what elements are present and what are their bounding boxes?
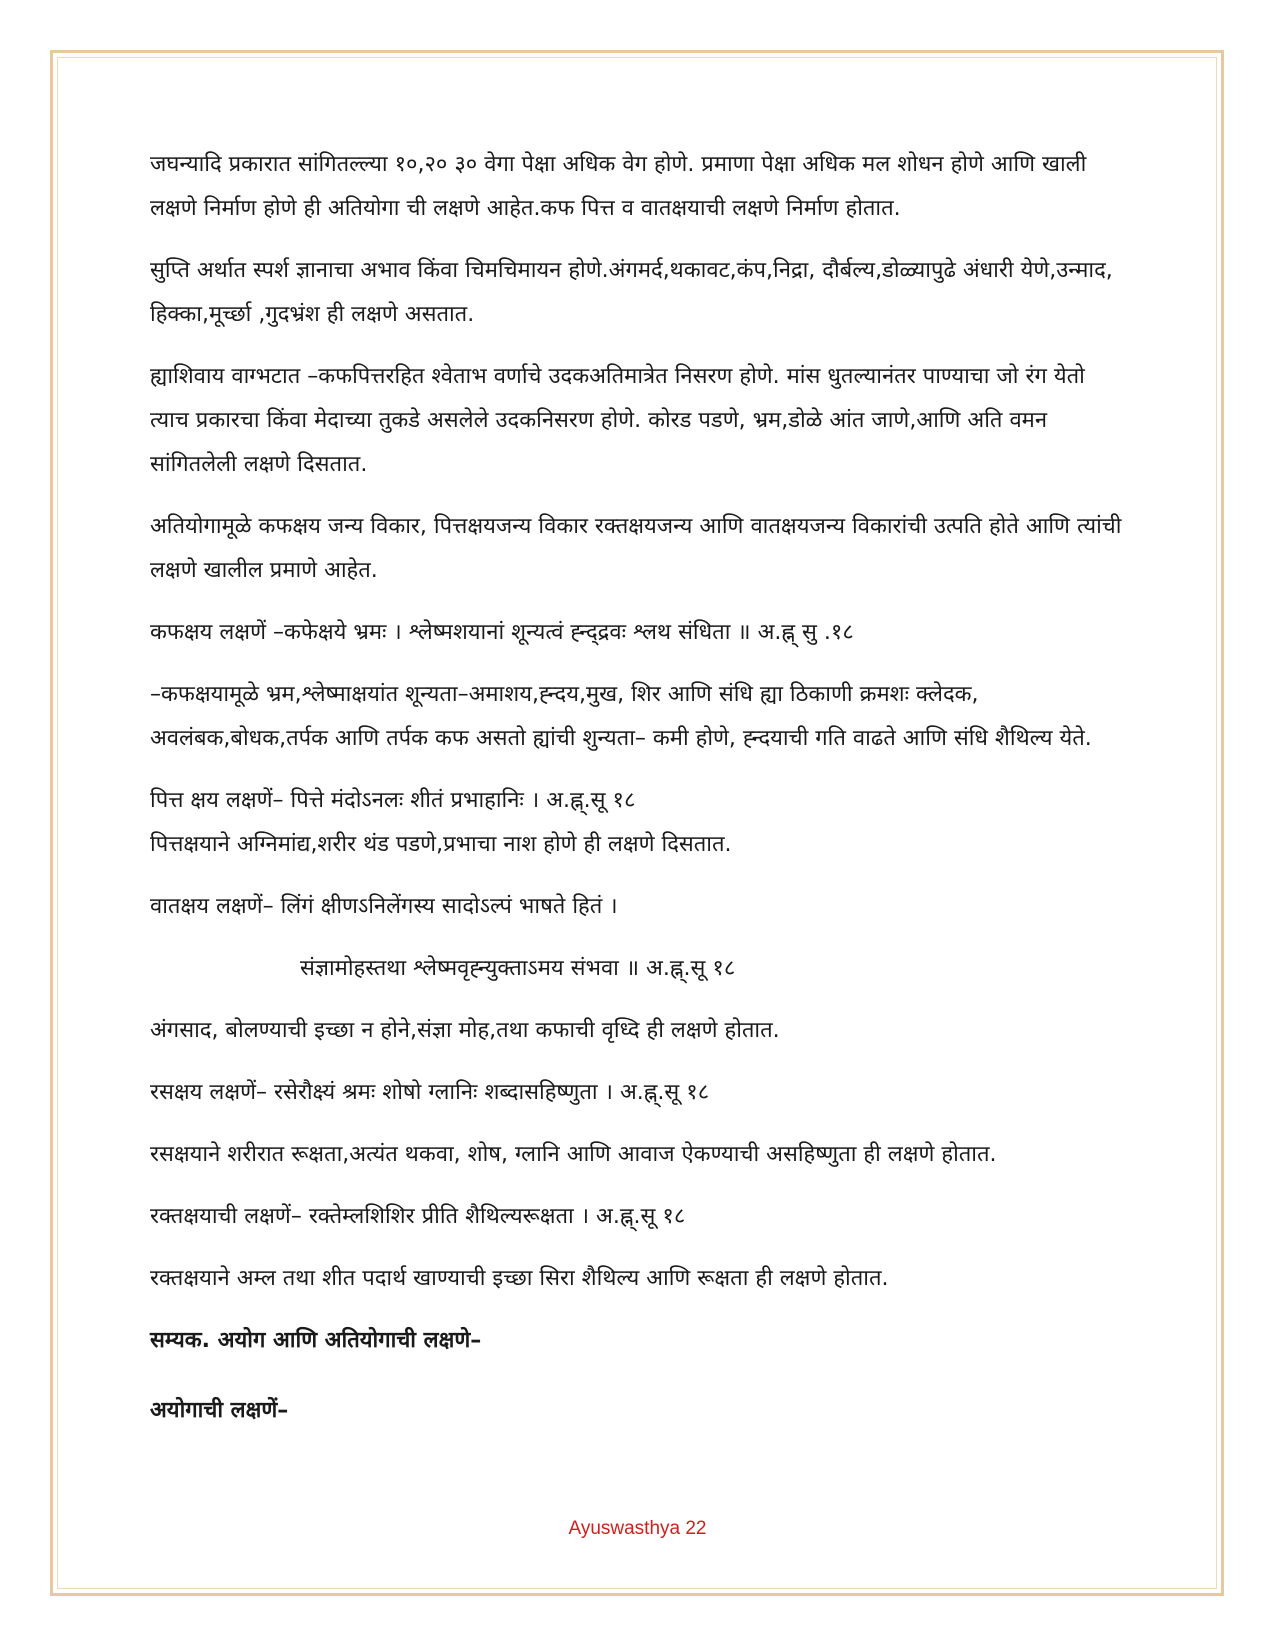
- paragraph-kshaya-intro: अतियोगामूळे कफक्षय जन्य विकार, पित्तक्षयजन्य विकार रक्तक्षयजन्य आणि वातक्षयजन्य विकारांची उत्पति होते आणि त्यांची लक्षणे खालील प्रमाणे आहेत.: [150, 514, 1122, 583]
- document-body: [150, 143, 1125, 1459]
- paragraph-pitta-kshaya-explanation: पित्तक्षयाने अग्निमांद्य,शरीर थंड पडणे,प्रभाचा नाश होणे ही लक्षणे दिसतात.: [150, 832, 732, 857]
- paragraph-vata-kshaya-explanation: अंगसाद, बोलण्याची इच्छा न होने,संज्ञा मोह,तथा कफाची वृध्दि ही लक्षणे होतात.: [150, 1018, 780, 1043]
- page-footer: Ayuswasthya 22: [568, 1518, 707, 1539]
- paragraph-vata-kshaya-shloka-line2: संज्ञामोहस्तथा श्लेष्मवृह्न्युक्ताऽमय संभवा ॥ अ.ह्न्.सू १८: [300, 956, 736, 981]
- paragraph-vata-kshaya-shloka-line1: वातक्षय लक्षणें– लिंगं क्षीणऽनिलेंगस्य सादोऽल्पं भाषते हितं ।: [150, 894, 618, 919]
- paragraph-supti: सुप्ति अर्थात स्पर्श ज्ञानाचा अभाव किंवा चिमचिमायन होणे.अंगमर्द,थकावट,कंप,निद्रा, दौर्बल्य,डोळ्यापुढे अंधारी येणे,उन्माद, हिक्का,मूर्च्छा ,गुदभ्रंश ही लक्षणे असतात.: [150, 258, 1113, 327]
- paragraph-kapha-kshaya-shloka: कफक्षय लक्षणें –कफेक्षये भ्रमः । श्लेष्मशयानां शून्यत्वं ह्न्द्द्रवः श्लथ संधिता ॥ अ.ह्न् सु .१८: [150, 620, 854, 645]
- paragraph-rakta-kshaya-explanation: रक्तक्षयाने अम्ल तथा शीत पदार्थ खाण्याची इच्छा सिरा शैथिल्य आणि रूक्षता ही लक्षणे होतात.: [150, 1266, 889, 1291]
- heading-samyak-ayoga-atiyoga: सम्यक. अयोग आणि अतियोगाची लक्षणे–: [150, 1328, 482, 1353]
- heading-ayoga-lakshane: अयोगाची लक्षणें–: [150, 1398, 289, 1423]
- paragraph-kapha-kshaya-explanation: –कफक्षयामूळे भ्रम,श्लेष्माक्षयांत शून्यता–अमाशय,ह्न्दय,मुख, शिर आणि संधि ह्या ठिकाणी क्रमशः क्लेदक, अवलंबक,बोधक,तर्पक आणि तर्पक कफ असतो ह्यांची शुन्यता– कमी होणे, ह्न्दयाची गति वाढते आणि संधि शैथिल्य येते.: [150, 682, 1092, 751]
- paragraph-rasa-kshaya-explanation: रसक्षयाने शरीरात रूक्षता,अत्यंत थकवा, शोष, ग्लानि आणि आवाज ऐकण्याची असहिष्णुता ही लक्षणे होतात.: [150, 1142, 997, 1167]
- paragraph-rakta-kshaya-shloka: रक्तक्षयाची लक्षणें– रक्तेम्लशिशिर प्रीति शैथिल्यरूक्षता । अ.ह्न्.सू १८: [150, 1204, 686, 1229]
- paragraph-atiyoga-intro: जघन्यादि प्रकारात सांगितल्ल्या १०,२० ३० वेगा पेक्षा अधिक वेग होणे. प्रमाणा पेक्षा अधिक मल शोधन होणे आणि खाली लक्षणे निर्माण होणे ही अतियोगा ची लक्षणे आहेत.कफ पित्त व वातक्षयाची लक्षणे निर्माण होतात.: [150, 152, 1087, 221]
- paragraph-rasa-kshaya-shloka: रसक्षय लक्षणें– रसेरौक्ष्यं श्रमः शोषो ग्लानिः शब्दासहिष्णुता । अ.ह्न्.सू १८: [150, 1080, 710, 1105]
- paragraph-vagbhata: ह्याशिवाय वाग्भटात –कफपित्तरहित श्वेताभ वर्णाचे उदकअतिमात्रेत निसरण होणे. मांस धुतल्यानंतर पाण्याचा जो रंग येतो त्याच प्रकारचा किंवा मेदाच्या तुकडे असलेले उदकनिसरण होणे. कोरड पडणे, भ्रम,डोळे आंत जाणे,आणि अति वमन सांगितलेली लक्षणे दिसतात.: [150, 364, 1085, 477]
- paragraph-pitta-kshaya-shloka: पित्त क्षय लक्षणें– पित्ते मंदोऽनलः शीतं प्रभाहानिः । अ.ह्न्.सू १८: [150, 788, 636, 813]
